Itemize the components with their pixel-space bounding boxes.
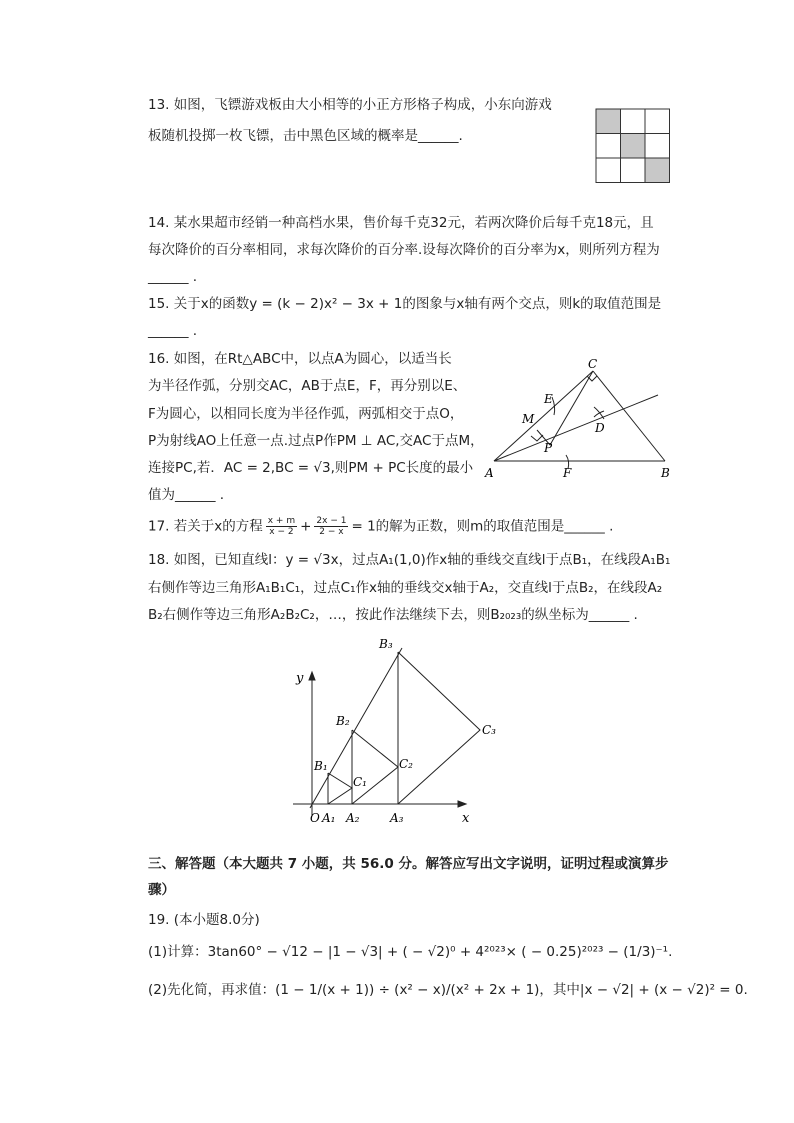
equilateral-triangles-figure (290, 630, 510, 830)
q17-frac1-denominator: x − 2 (269, 527, 294, 537)
q17-line (148, 516, 613, 537)
q17-suffix: = 1的解为正数，则m的取值范围是______ . (351, 518, 614, 535)
triangle-a2b2c2 (352, 730, 398, 804)
q15-line1: 15. 关于x的函数y = (k − 2)x² − 3x + 1的图象与x轴有两个交点，则k的取值范围是 (148, 296, 662, 312)
q16-line6: 值为______ . (148, 487, 225, 503)
right-angle-m (531, 435, 543, 441)
grid-cell (621, 158, 646, 183)
label-m: M (522, 412, 535, 426)
x-axis-arrow (458, 801, 466, 807)
q16-line2: 为半径作弧，分别交AC，AB于点E，F，再分别以E、 (148, 378, 467, 394)
q19-header: 19. (本小题8.0分) (148, 912, 260, 928)
q17-fraction-1 (266, 516, 297, 537)
label-y: y (296, 671, 304, 686)
q14-line2: 每次降价的百分率相同，求每次降价的百分率.设每次降价的百分率为x，则所列方程为 (148, 242, 660, 258)
q16-line3: F为圆心，以相同长度为半径作弧，两弧相交于点O， (148, 406, 464, 422)
label-o: O (310, 811, 320, 825)
section-three-line1: 三、解答题（本大题共 7 小题，共 56.0 分。解答应写出文字说明，证明过程或演算步 (148, 856, 669, 872)
grid-cell-shaded (596, 109, 621, 134)
triangle-abc-figure (482, 355, 678, 485)
grid-cell (596, 134, 621, 159)
grid-cell (645, 134, 670, 159)
q16-line4: P为射线AO上任意一点.过点P作PM ⊥ AC,交AC于点M， (148, 433, 484, 449)
q13-line2: 板随机投掷一枚飞镖，击中黑色区域的概率是______. (148, 128, 463, 144)
triangle-a3b3c3 (398, 652, 480, 804)
triangle-a1b1c1 (328, 773, 352, 804)
ray-ao (494, 395, 658, 461)
label-a: A (485, 466, 494, 480)
grid-cell-shaded (621, 134, 646, 159)
label-c1: C₁ (353, 775, 367, 789)
q19-part2: (2)先化简，再求值：(1 − 1/(x + 1)) ÷ (x² − x)/(x² + 2x + 1)，其中|x − √2| + (x − √2)² = 0. (148, 982, 748, 998)
q14-line3: ______ . (148, 269, 198, 285)
q17-frac1-numerator: x + m (267, 516, 296, 526)
label-c: C (588, 357, 598, 371)
label-b: B (661, 466, 670, 480)
grid-cell (596, 158, 621, 183)
segment-pc (550, 371, 593, 445)
q18-line2: 右侧作等边三角形A₁B₁C₁，过点C₁作x轴的垂线交x轴于A₂，交直线l于点B₂，在线段A₂ (148, 580, 663, 596)
label-d: D (595, 421, 605, 435)
y-axis-arrow (309, 672, 315, 680)
label-b1: B₁ (314, 759, 328, 773)
section-three-line2: 骤） (148, 882, 175, 898)
label-f: F (563, 466, 572, 480)
segment-cb (593, 371, 665, 461)
q16-line5: 连接PC,若．AC = 2,BC = √3,则PM + PC长度的最小 (148, 460, 474, 476)
q17-prefix: 17. 若关于x的方程 (148, 518, 263, 535)
grid-cell (645, 109, 670, 134)
grid-cell (621, 109, 646, 134)
label-c2: C₂ (399, 757, 413, 771)
label-b3: B₃ (379, 637, 393, 651)
q14-line1: 14. 某水果超市经销一种高档水果，售价每千克32元，若两次降价后每千克18元，且 (148, 215, 654, 231)
label-x: x (462, 811, 470, 826)
label-a1: A₁ (322, 811, 336, 825)
dartboard-grid (595, 108, 671, 184)
q19-part1: (1)计算：3tan60° − √12 − |1 − √3| + ( − √2)⁰ + 4²⁰²³× ( − 0.25)²⁰²³ − (1/3)⁻¹. (148, 944, 673, 960)
q15-line2: ______ . (148, 323, 198, 339)
label-a3: A₃ (390, 811, 404, 825)
label-a2: A₂ (346, 811, 360, 825)
label-e: E (544, 392, 553, 406)
q18-line1: 18. 如图，已知直线l：y = √3x，过点A₁(1,0)作x轴的垂线交直线l于点B₁，在线段A₁B₁ (148, 552, 671, 568)
label-b2: B₂ (336, 714, 350, 728)
q17-fraction-2 (314, 516, 348, 537)
q17-frac2-denominator: 2 − x (319, 527, 344, 537)
label-p: P (544, 441, 553, 455)
q17-plus: + (300, 518, 312, 535)
label-c3: C₃ (482, 723, 496, 737)
grid-cell-shaded (645, 158, 670, 183)
q17-frac2-numerator: 2x − 1 (316, 516, 347, 526)
q18-line3: B₂右侧作等边三角形A₂B₂C₂，…，按此作法继续下去，则B₂₀₂₃的纵坐标为______ . (148, 607, 638, 623)
q16-line1: 16. 如图，在Rt△ABC中，以点A为圆心，以适当长 (148, 351, 452, 367)
q13-line1: 13. 如图，飞镖游戏板由大小相等的小正方形格子构成，小东向游戏 (148, 97, 552, 113)
